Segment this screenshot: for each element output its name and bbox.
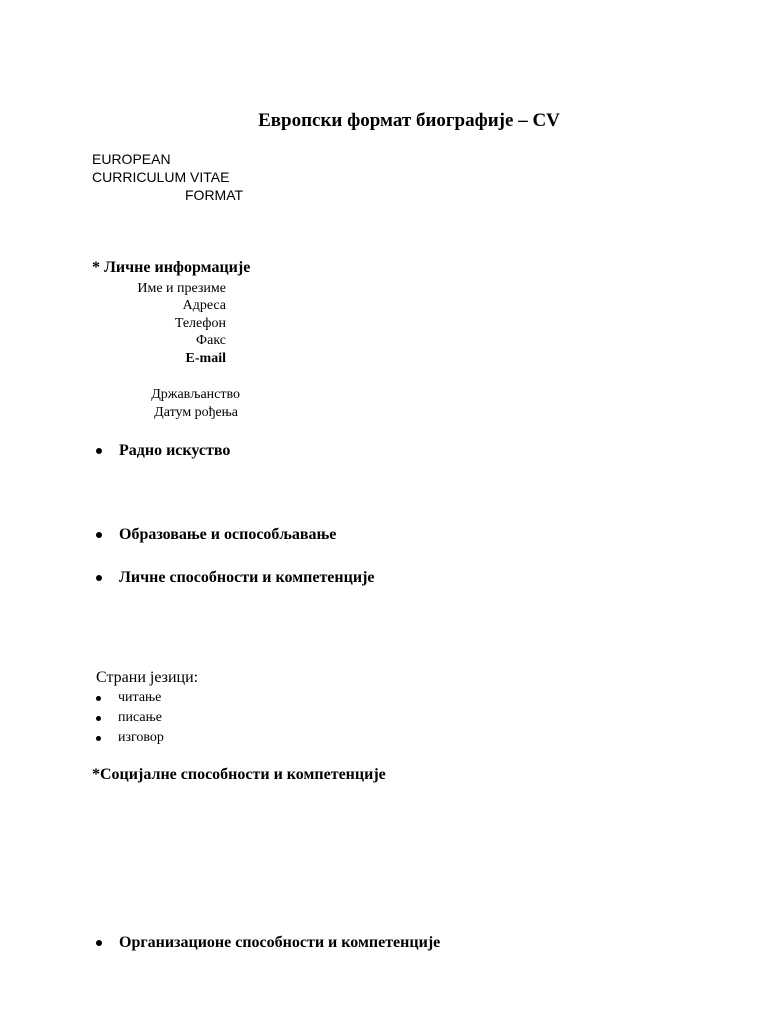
field-name-label: Име и презиме — [137, 281, 226, 296]
bullet-icon — [96, 448, 102, 454]
section-organizational-skills: Организационе способности и компетенције — [119, 934, 441, 951]
section-social-skills: *Социјалне способности и компетенције — [92, 766, 386, 783]
foreign-languages-label: Страни језици: — [96, 669, 199, 686]
language-item-reading: читање — [118, 690, 162, 705]
document-title: Европски формат биографије – CV — [258, 110, 560, 131]
bullet-icon — [96, 532, 102, 538]
section-work-experience: Радно искуство — [119, 442, 231, 459]
language-item-writing: писање — [118, 710, 162, 725]
field-fax-label: Факс — [196, 333, 226, 348]
personal-info-heading: * Личне информације — [92, 259, 251, 276]
bullet-icon — [96, 696, 101, 701]
field-email-label: E-mail — [185, 351, 226, 366]
bullet-icon — [96, 575, 102, 581]
field-citizenship-label: Држављанство — [151, 387, 240, 402]
section-personal-skills: Личне способности и компетенције — [119, 569, 375, 586]
section-education: Образовање и оспособљавање — [119, 526, 337, 543]
bullet-icon — [96, 940, 102, 946]
bullet-icon — [96, 736, 101, 741]
field-address-label: Адреса — [182, 298, 226, 313]
logo-line-curriculum-vitae: CURRICULUM VITAE — [92, 169, 230, 185]
language-item-pronunciation: изговор — [118, 730, 164, 745]
bullet-icon — [96, 716, 101, 721]
logo-line-format: FORMAT — [185, 187, 244, 203]
field-phone-label: Телефон — [174, 316, 226, 331]
logo-line-european: EUROPEAN — [92, 151, 171, 167]
field-birthdate-label: Датум рођења — [154, 405, 238, 420]
